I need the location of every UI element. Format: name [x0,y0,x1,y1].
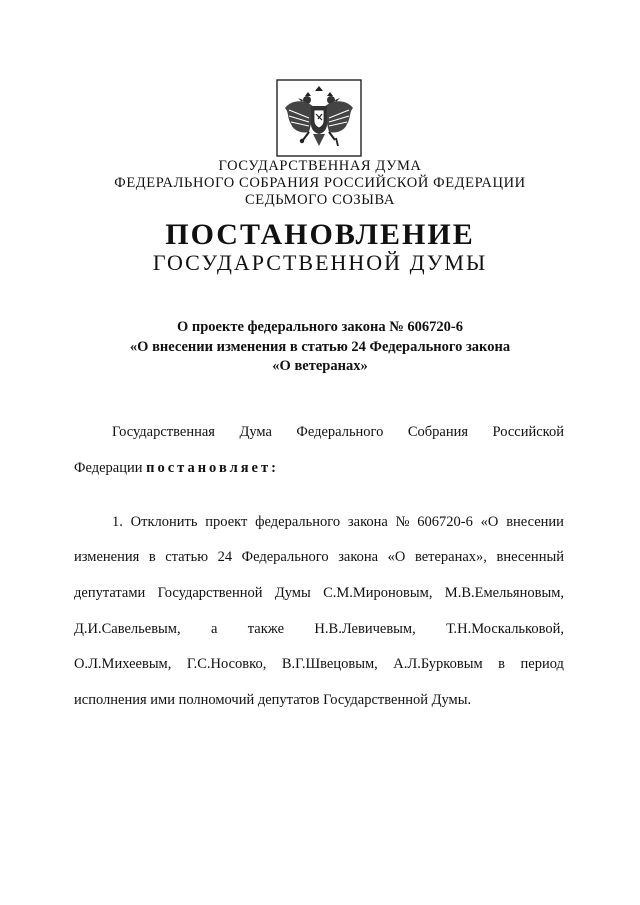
item1-word: 1. [112,514,123,530]
item1-word: Г.С.Носовко, [186,656,267,672]
subject-line-3: «О ветеранах» [272,358,368,374]
item1-word: проект [205,514,248,530]
issuer-line-3: СЕДЬМОГО СОЗЫВА [245,192,395,208]
item1-line-5 [74,654,564,674]
item1-word: депутатами [74,585,146,601]
issuer-header [0,158,640,209]
item1-word: М.В.Емельяновым, [444,585,564,601]
item1-word: а [210,621,218,637]
item1-word: Федерального [241,549,329,565]
issuer-line-2: ФЕДЕРАЛЬНОГО СОБРАНИЯ РОССИЙСКОЙ ФЕДЕРАЦИИ [114,175,526,191]
item1-line-3 [74,583,564,603]
item1-word: В.Г.Швецовым, [281,656,378,672]
item1-word: № [395,514,410,530]
preamble-word: Собрания [407,424,469,440]
preamble-line-1 [112,422,564,442]
item1-line-1 [112,512,564,532]
item1-word: Государственной [157,585,263,601]
item1-word: О.Л.Михеевым, [74,656,172,672]
item1-line-6: исполнения ими полномочий депутатов Государственной Думы. [74,692,472,708]
item1-word: в [148,549,156,565]
item1-word: 24 [217,549,233,565]
preamble-word: Государственная [112,424,215,440]
document-type-subtitle: ГОСУДАРСТВЕННОЙ ДУМЫ [152,250,488,275]
item1-word: закона [338,549,379,565]
item1-word: в [498,656,505,672]
item1-word: «О [480,514,499,530]
item1-word: Т.Н.Москальковой, [446,621,564,637]
item1-word: внесении [506,514,564,530]
item1-word: период [520,656,564,672]
item1-word: «О [387,549,406,565]
item1-word: Отклонить [130,514,198,530]
item1-word: федерального [255,514,341,530]
item1-word: Н.В.Левичевым, [314,621,416,637]
preamble-prefix: Федерации [74,460,143,476]
preamble-line-2 [74,458,564,478]
item1-word: изменения [74,549,140,565]
preamble-word: Дума [239,424,272,440]
item1-word: закона [347,514,388,530]
item1-word: Д.И.Савельевым, [74,621,181,637]
item1-word: Думы [274,585,311,601]
double-headed-eagle-emblem-icon [275,78,363,158]
item1-line-4 [74,619,564,639]
item1-word: 606720-6 [417,514,473,530]
item1-word: также [247,621,285,637]
preamble-verb: постановляет: [146,460,279,476]
preamble-word: Федерального [296,424,384,440]
subject-line-2: «О внесении изменения в статью 24 Федерального закона [129,338,511,355]
item1-line-2 [74,547,564,567]
item1-word: ветеранах», [414,549,487,565]
item1-word: внесенный [496,549,564,565]
document-subject [0,318,640,377]
issuer-line-1: ГОСУДАРСТВЕННАЯ ДУМА [218,158,422,174]
subject-line-1: О проекте федерального закона № 606720-6 [176,319,464,335]
preamble-word: Российской [492,424,564,440]
document-type-title: ПОСТАНОВЛЕНИЕ [165,218,475,251]
item1-word: С.М.Мироновым, [323,585,433,601]
item1-word: статью [165,549,209,565]
item1-word: А.Л.Бурковым [393,656,483,672]
